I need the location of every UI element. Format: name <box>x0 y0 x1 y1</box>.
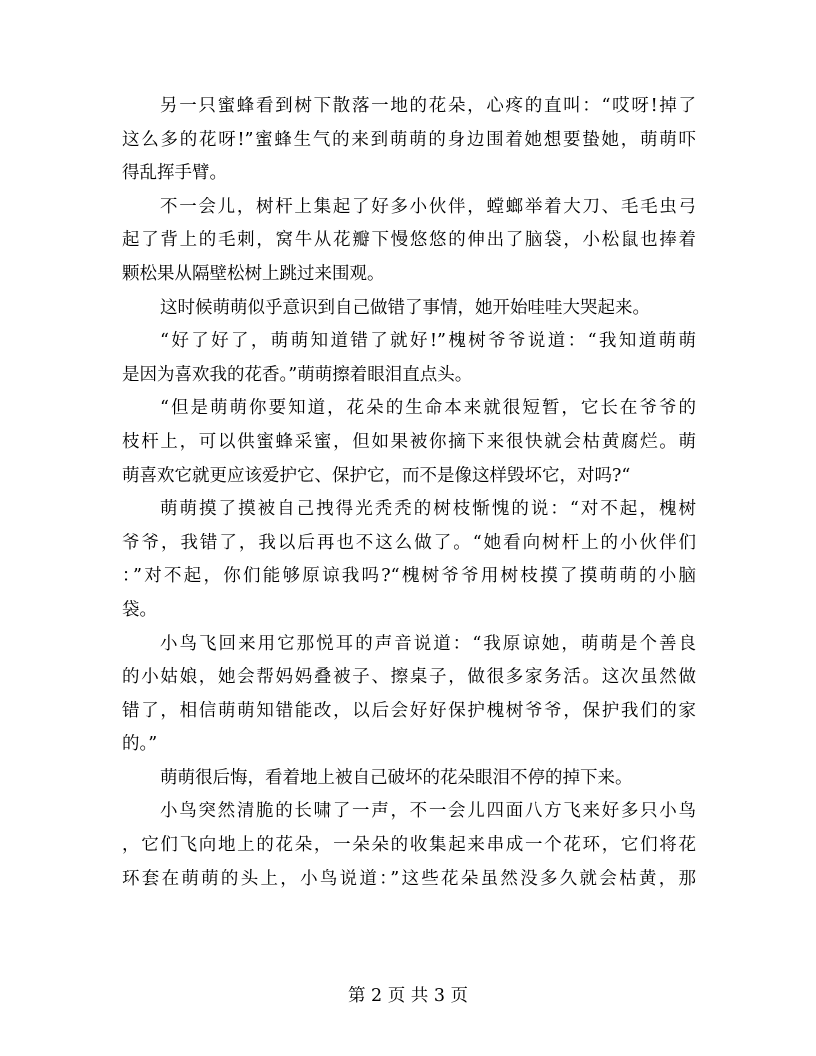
text-line: “好了好了，萌萌知道错了就好!”槐树爷爷说道：“我知道萌萌 <box>160 331 696 352</box>
text-line: ，它们飞向地上的花朵，一朵朵的收集起来串成一个花环，它们将花 <box>122 835 696 856</box>
text-line: 是因为喜欢我的花香。”萌萌擦着眼泪直点头。 <box>122 364 473 385</box>
text-line: 萌喜欢它就更应该爱护它、保护它，而不是像这样毁坏它，对吗?“ <box>122 465 631 486</box>
text-line: 颗松果从隔壁松树上跳过来围观。 <box>122 263 385 284</box>
text-line: 起了背上的毛刺，窝牛从花瓣下慢悠悠的伸出了脑袋，小松鼠也捧着 <box>122 230 696 251</box>
paragraph-8 <box>122 762 696 796</box>
text-line: “但是萌萌你要知道，花朵的生命本来就很短暂，它长在爷爷的 <box>160 398 696 419</box>
paragraph-6 <box>122 493 696 627</box>
text-line: 另一只蜜蜂看到树下散落一地的花朵，心疼的直叫：“哎呀!掉了 <box>160 96 696 116</box>
text-line: 的。” <box>122 734 158 755</box>
paragraph-5 <box>122 392 696 493</box>
paragraph-1 <box>122 90 696 191</box>
text-line: 萌萌摸了摸被自己拽得光秃秃的树枝惭愧的说：“对不起，槐树 <box>160 499 696 520</box>
paragraph-9 <box>122 795 696 896</box>
paragraph-7 <box>122 628 696 762</box>
text-line: 这时候萌萌似乎意识到自己做错了事情，她开始哇哇大哭起来。 <box>160 297 650 318</box>
text-line: 爷爷，我错了，我以后再也不这么做了。“她看向树杆上的小伙伴们 <box>122 532 696 553</box>
document-body <box>122 90 696 896</box>
text-line: 错了，相信萌萌知错能改，以后会好好保护槐树爷爷，保护我们的家 <box>122 700 696 721</box>
text-line: 得乱挥手臂。 <box>122 163 227 184</box>
paragraph-2 <box>122 191 696 292</box>
text-line: 袋。 <box>122 599 157 620</box>
text-line: 的小姑娘，她会帮妈妈叠被子、擦桌子，做很多家务活。这次虽然做 <box>122 667 696 688</box>
text-line: 环套在萌萌的头上，小鸟说道：”这些花朵虽然没多久就会枯黄，那 <box>122 868 696 889</box>
text-line: 小鸟飞回来用它那悦耳的声音说道：“我原谅她，萌萌是个善良 <box>160 633 696 654</box>
text-line: 萌萌很后悔，看着地上被自己破坏的花朵眼泪不停的掉下来。 <box>160 767 633 788</box>
paragraph-4 <box>122 325 696 392</box>
text-line: ：”对不起，你们能够原谅我吗?“槐树爷爷用树枝摸了摸萌萌的小脑 <box>122 566 696 587</box>
text-line: 枝杆上，可以供蜜蜂采蜜，但如果被你摘下来很快就会枯黄腐烂。萌 <box>122 431 696 452</box>
page-number-footer: 第 2 页 共 3 页 <box>347 986 469 1006</box>
paragraph-3 <box>122 292 696 326</box>
text-line: 这么多的花呀!”蜜蜂生气的来到萌萌的身边围着她想要蛰她，萌萌吓 <box>122 129 696 150</box>
text-line: 小鸟突然清脆的长啸了一声，不一会儿四面八方飞来好多只小鸟 <box>160 801 696 822</box>
text-line: 不一会儿，树杆上集起了好多小伙伴，螳螂举着大刀、毛毛虫弓 <box>160 196 696 217</box>
